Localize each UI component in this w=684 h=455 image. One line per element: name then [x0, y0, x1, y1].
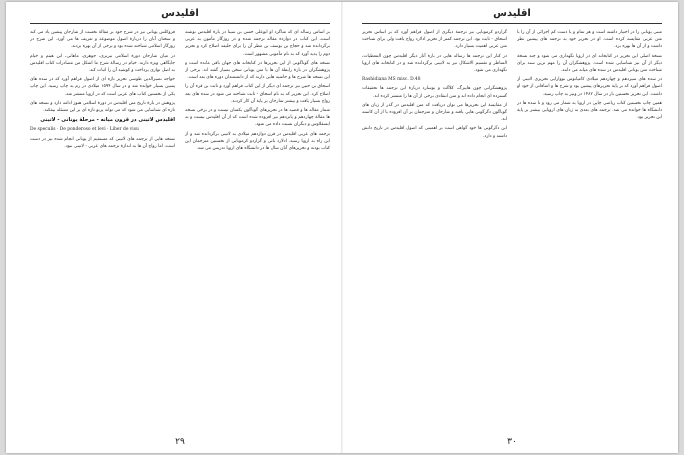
book-spread — [6, 2, 678, 453]
paragraph: این دگرگونی ها خود گواهی است بر اهمیتی که اصول اقلیدس در تاریخ دانش داشته و دارد. — [362, 126, 507, 139]
page-number: ۲۹ — [175, 437, 185, 447]
paragraph: در سده های سیزدهم و چهاردهم میلادی کامپانوس نووارایی تحریری لاتینی از اصول فراهم آورد که بر پایهٔ تحریرهای پیشین بود و شرح ها و اضافاتی از خود او داشت. این تحریر نخستین بار در سال ۱۴۸۲ در ونیز به چاپ رسید. — [517, 77, 662, 97]
text-columns — [30, 29, 330, 431]
paragraph: خواجه نصیرالدین طوسی تحریر تازه ای از اصول فراهم آورد که در سده های پسین بسیار خوانده شد و در سال ۱۵۹۴ میلادی در رم به چاپ رسید. این چاپ یکی از نخستین کتاب های عربی است که در اروپا منتشر شد. — [30, 77, 175, 97]
column-left — [30, 29, 175, 431]
page-right — [362, 2, 662, 453]
paragraph: در کنار این ترجمه ها رساله هایی در بارهٔ آثار دیگر اقلیدس چون المعطیات، المناظر و تقسیم الاشکال نیز به لاتینی برگردانده شد و در کتابخانه های اروپا نگهداری می شود. — [362, 53, 507, 74]
text-columns — [362, 29, 662, 431]
paragraph: فروکلس یونانی نیز در شرح خود بر مقالهٔ نخست از شارحان پیشین یاد می کند و سخنان آنان را دربارهٔ اصول موضوعه و تعریف ها می آورد. این شرح در روزگار اسلامی شناخته شده بود و برخی از آن بهره بردند. — [30, 30, 175, 50]
page-number: ۳۰ — [507, 437, 517, 447]
paragraph: در میان شارحان دورهٔ اسلامی نیریزی، جوهری، ماهانی، ابن هیثم و خیام جایگاهی ویژه دارند. خیام در رسالهٔ شرح ما اشکل من مصادرات کتاب اقلیدس به اصل توازی پرداخت و کوشید آن را اثبات کند. — [30, 53, 175, 74]
running-head: اقلیدس — [161, 8, 199, 19]
book-gutter — [341, 2, 343, 453]
header-rule — [30, 23, 330, 24]
paragraph: از مقایسهٔ این تحریرها می توان دریافت که متن اقلیدس در گذر از زبان های گوناگون دگرگونی هایی یافته و شارحان و مترجمان بر آن افزوده یا از آن کاسته اند. — [362, 102, 507, 123]
column-left — [362, 29, 507, 431]
paragraph: نسخه های گوناگونی از این تحریرها در کتابخانه های جهان باقی مانده است و پژوهشگران در بارهٔ رابطهٔ آن ها با متن یونانی سخن بسیار گفته اند. برخی از این نسخه ها شرح ها و حاشیه هایی دارند که از دانشمندان دوره های بعد است. — [185, 60, 330, 81]
running-head: اقلیدس — [493, 8, 531, 19]
paragraph: شمار مقاله ها و قضیه ها در تحریرهای گوناگون یکسان نیست و در برخی نسخه ها مقالهٔ چهاردهم و پانزدهم نیز افزوده شده است که از آن اقلیدس نیست و به ابسقلاوس و دیگران نسبت داده می شود. — [185, 108, 330, 128]
paragraph: اسحاق بن حنین نیز ترجمه ای دیگر از این کتاب فراهم آورد و ثابت بن قره آن را اصلاح کرد. این تحریر که به نام اسحاق - ثابت شناخته می شود در سده های بعد رواج بسیار یافت و بیشتر شارحان بر پایهٔ آن کار کردند. — [185, 84, 330, 104]
paragraph: پژوهشگرانی چون هایبرگ، کلاگت و بوسارد دربارهٔ این ترجمه ها تحقیقات گسترده ای انجام داده اند و متن انتقادی برخی از آن ها را منتشر کرده اند. — [362, 86, 507, 99]
column-right — [185, 29, 330, 431]
paragraph: نسخه هایی از ترجمه های لاتینی که مستقیم از یونانی انجام شده نیز در دست است، اما رواج آن ها به اندازهٔ ترجمه های عربی - لاتینی نبود. — [30, 136, 175, 149]
section-subheading: اقلیدس لاتینی در قرون میانه - مرحلهٔ یونانی - لاتینی — [40, 117, 175, 124]
latin-text: De speculis · De ponderoso et levi · Liber de visu — [30, 127, 139, 133]
paragraph: پژوهش در بارهٔ تاریخ متن اقلیدس در دورهٔ اسلامی هنوز ادامه دارد و نسخه های تازه ای شناسایی می شود که می تواند پرتو تازه ای بر این مسئله بیفکند. — [30, 100, 175, 114]
page-left — [30, 2, 330, 453]
paragraph: بر اساس رساله ای که شاگرد او ابوعلی حسن بن سینا در بارهٔ اقلیدس نوشته است، این کتاب در دوازده مقاله ترجمه شده و در روزگار مأمون به عربی برگردانده شد و حجاج بن یوسف بن مطر آن را برای خلیفه اصلاح کرد و تحریر دوم را پدید آورد که به نام مأمونی مشهور است. — [185, 30, 330, 57]
paragraph: همین چاپ نخستین کتاب ریاضی چاپی در اروپا به شمار می رود و تا سده ها در دانشگاه ها خوانده می شد. ترجمه های بعدی به زبان های اروپایی بیشتر بر پایهٔ این تحریر بود. — [517, 100, 662, 121]
paragraph: نسخهٔ اصلی این تحریر در کتابخانه ای در اروپا نگهداری می شود و چند نسخهٔ دیگر از آن نیز شناسایی شده است. پژوهشگران آن را مهم ترین سند برای شناخت متن یونانی اقلیدس در سده های میانه می دانند. — [517, 53, 662, 74]
paragraph: ترجمه های عربی اقلیدس در قرن دوازدهم میلادی به لاتینی برگردانده شد و از این راه به اروپا رسید. ادلارد باثی و گراردو کرمونایی از نخستین مترجمان این کتاب بودند و تحریرهای آنان سال ها در دانشگاه های اروپا تدریس می شد. — [185, 131, 330, 152]
paragraph: مبنی یونانی را در اختیار داشته است و هر تمام و یا دست کم اجزائی از آن را با متن عربی مقایسه کرده است. او در تحریر خود به ترجمه های پیشین نظر داشت و از آن ها بهره برد. — [517, 30, 662, 50]
column-right — [517, 29, 662, 431]
latin-text: Rashidiana MS misc. D.48 — [362, 77, 421, 83]
header-rule — [362, 23, 662, 24]
paragraph: گراردو کرمونایی نیز ترجمهٔ دیگری از اصول فراهم آورد که بر اساس تحریر اسحاق - ثابت بود. این ترجمه کمتر از تحریر ادلارد رواج یافت ولی برای شناخت متن عربی اهمیت بسیار دارد. — [362, 30, 507, 50]
